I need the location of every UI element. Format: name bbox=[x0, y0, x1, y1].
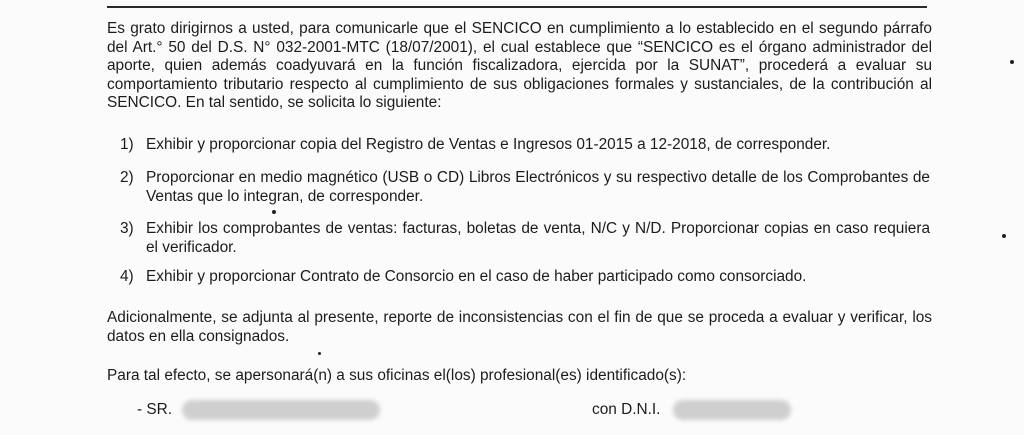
list-item-text: Exhibir los comprobantes de ventas: facturas, boletas de venta, N/C y N/D. Proporcionar copias en caso requiera el verificador. bbox=[146, 220, 930, 256]
additional-paragraph: Adicionalmente, se adjunta al presente, reporte de inconsistencias con el fin de que se proceda a evaluar y verificar, los datos en ella consignados. bbox=[107, 309, 932, 345]
scan-speck bbox=[318, 352, 321, 355]
signatory-dni-label: con D.N.I. bbox=[592, 401, 661, 418]
list-item bbox=[120, 136, 930, 155]
list-item-text: Proporcionar en medio magnético (USB o CD) Libros Electrónicos y su respectivo detalle de los Comprobantes de Ventas que lo integran, de corresponder. bbox=[146, 169, 930, 205]
page-top-rule bbox=[107, 6, 927, 8]
signatory-row bbox=[0, 401, 1024, 423]
list-item-number: 3) bbox=[120, 220, 134, 237]
signatory-name-label: - SR. bbox=[137, 401, 173, 418]
effect-paragraph: Para tal efecto, se apersonará(n) a sus oficinas el(los) profesional(es) identificado(s): bbox=[107, 367, 687, 384]
intro-paragraph: Es grato dirigirnos a usted, para comunicarle que el SENCICO en cumplimiento a lo establecido en el segundo párrafo del Art.° 50 del D.S. N° 032-2001-MTC (18/07/2001), el cual establece que “SENCICO es el órgano administrador del aporte, quien además coadyuvará en la función fiscalizadora, ejercida por la SUNAT”, procederá a evaluar su comportamiento tributario respecto al cumplimiento de sus obligaciones formales y sustanciales, de la contribución al SENCICO. En tal sentido, se solicita lo siguiente: bbox=[107, 20, 932, 112]
list-item bbox=[120, 220, 930, 257]
scan-speck bbox=[1002, 234, 1006, 238]
list-item-text: Exhibir y proporcionar copia del Registro de Ventas e Ingresos 01-2015 a 12-2018, de corresponder. bbox=[146, 136, 831, 153]
list-item bbox=[120, 169, 930, 206]
list-item-number: 1) bbox=[120, 136, 134, 153]
redacted-dni bbox=[673, 400, 791, 420]
list-item-number: 4) bbox=[120, 268, 134, 285]
list-item bbox=[120, 268, 930, 287]
scan-speck bbox=[272, 210, 276, 214]
redacted-name bbox=[182, 400, 380, 420]
list-item-text: Exhibir y proporcionar Contrato de Consorcio en el caso de haber participado como consorciado. bbox=[146, 268, 807, 285]
list-item-number: 2) bbox=[120, 169, 134, 186]
scan-speck bbox=[1010, 60, 1014, 64]
